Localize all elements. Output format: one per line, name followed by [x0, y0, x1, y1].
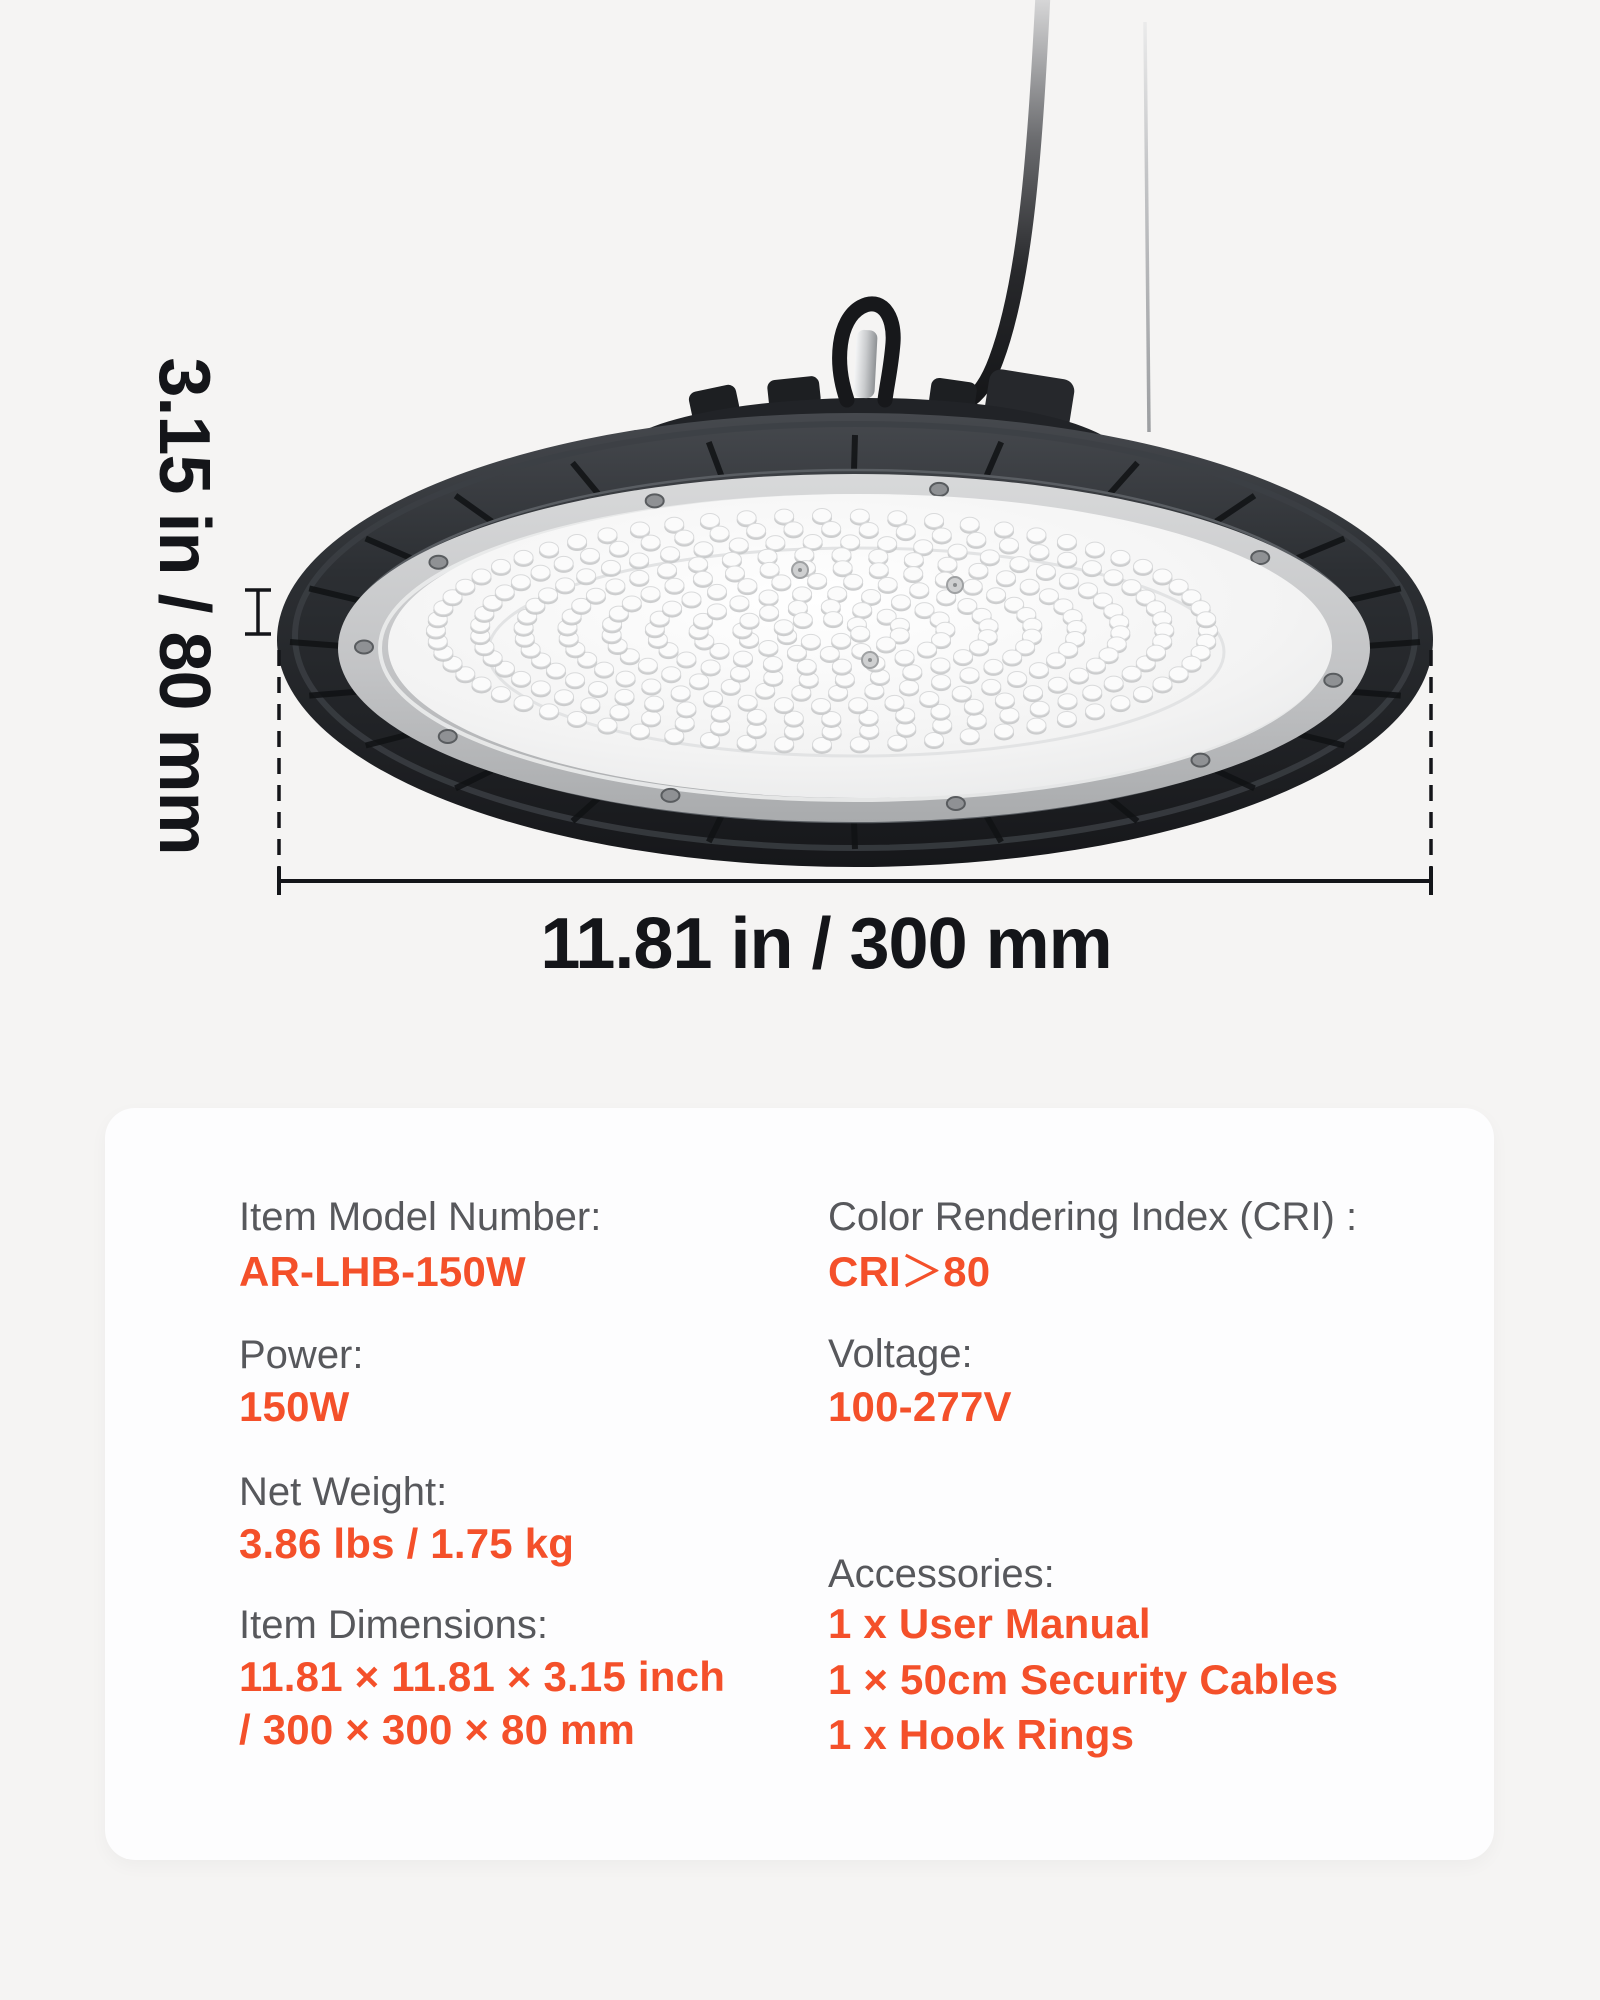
voltage-label: Voltage: — [828, 1332, 973, 1376]
accessories-label: Accessories: — [828, 1552, 1055, 1596]
model-number-label: Item Model Number: — [239, 1195, 602, 1239]
voltage-value: 100-277V — [828, 1383, 1012, 1430]
security-cable — [1145, 22, 1149, 432]
specs-card — [105, 1108, 1494, 1860]
model-number-value: AR-LHB-150W — [239, 1248, 526, 1295]
power-cable — [958, 0, 1043, 408]
width-dimension-line — [279, 867, 1431, 895]
power-label: Power: — [239, 1333, 364, 1377]
net-weight-label: Net Weight: — [239, 1470, 448, 1514]
height-dimension-marker — [245, 590, 271, 634]
accessory-hook-rings: 1 x Hook Rings — [828, 1711, 1135, 1758]
power-value: 150W — [239, 1383, 350, 1430]
cri-value: CRI＞80 — [828, 1248, 991, 1295]
height-dimension-label: 3.15 in / 80 mm — [144, 357, 224, 855]
hook-pin — [853, 330, 878, 399]
accessory-user-manual: 1 x User Manual — [828, 1600, 1151, 1647]
item-dimensions-label: Item Dimensions: — [239, 1603, 548, 1647]
item-dimensions-value-mm: / 300 × 300 × 80 mm — [239, 1706, 636, 1753]
item-dimensions-value-inch: 11.81 × 11.81 × 3.15 inch — [239, 1653, 726, 1700]
cri-label: Color Rendering Index (CRI) : — [828, 1195, 1358, 1239]
width-dimension-label: 11.81 in / 300 mm — [540, 904, 1112, 984]
accessory-security-cables: 1 × 50cm Security Cables — [828, 1656, 1339, 1703]
net-weight-value: 3.86 lbs / 1.75 kg — [239, 1520, 575, 1567]
